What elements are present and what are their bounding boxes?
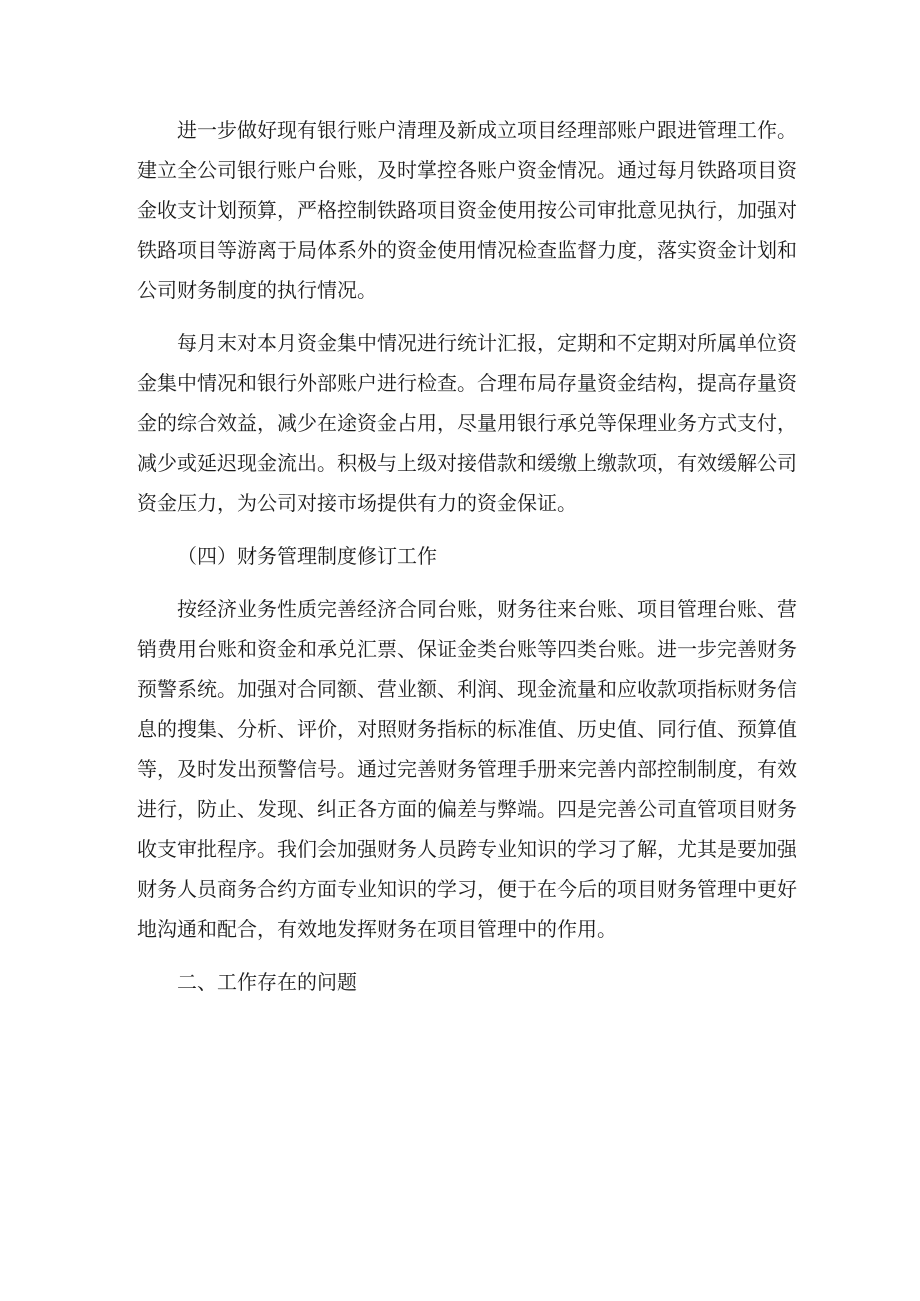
paragraph-fund-concentration: 每月末对本月资金集中情况进行统计汇报，定期和不定期对所属单位资金集中情况和银行外部账户进行检查。合理布局存量资金结构，提高存量资金的综合效益，减少在途资金占用，尽量用银行承兑等保理业务方式支付，减少或延迟现金流出。积极与上级对接借款和缓缴上缴款项，有效缓解公司资金压力，为公司对接市场提供有力的资金保证。 (137, 331, 797, 515)
chapter-heading-problems: 二、工作存在的问题 (177, 970, 357, 994)
section-heading-financial-system: （四）财务管理制度修订工作 (177, 544, 437, 568)
paragraph-bank-accounts: 进一步做好现有银行账户清理及新成立项目经理部账户跟进管理工作。建立全公司银行账户台账，及时掌控各账户资金情况。通过每月铁路项目资金收支计划预算，严格控制铁路项目资金使用按公司审批意见执行，加强对铁路项目等游离于局体系外的资金使用情况检查监督力度，落实资金计划和公司财务制度的执行情况。 (137, 118, 797, 302)
document-body (137, 110, 797, 1002)
paragraph-ledger-improvement: 按经济业务性质完善经济合同台账，财务往来台账、项目管理台账、营销费用台账和资金和承兑汇票、保证金类台账等四类台账。进一步完善财务预警系统。加强对合同额、营业额、利润、现金流量和应收款项指标财务信息的搜集、分析、评价，对照财务指标的标准值、历史值、同行值、预算值等，及时发出预警信号。通过完善财务管理手册来完善内部控制制度，有效进行，防止、发现、纠正各方面的偏差与弊端。四是完善公司直管项目财务收支审批程序。我们会加强财务人员跨专业知识的学习了解，尤其是要加强财务人员商务合约方面专业知识的学习，便于在今后的项目财务管理中更好地沟通和配合，有效地发挥财务在项目管理中的作用。 (137, 597, 797, 941)
